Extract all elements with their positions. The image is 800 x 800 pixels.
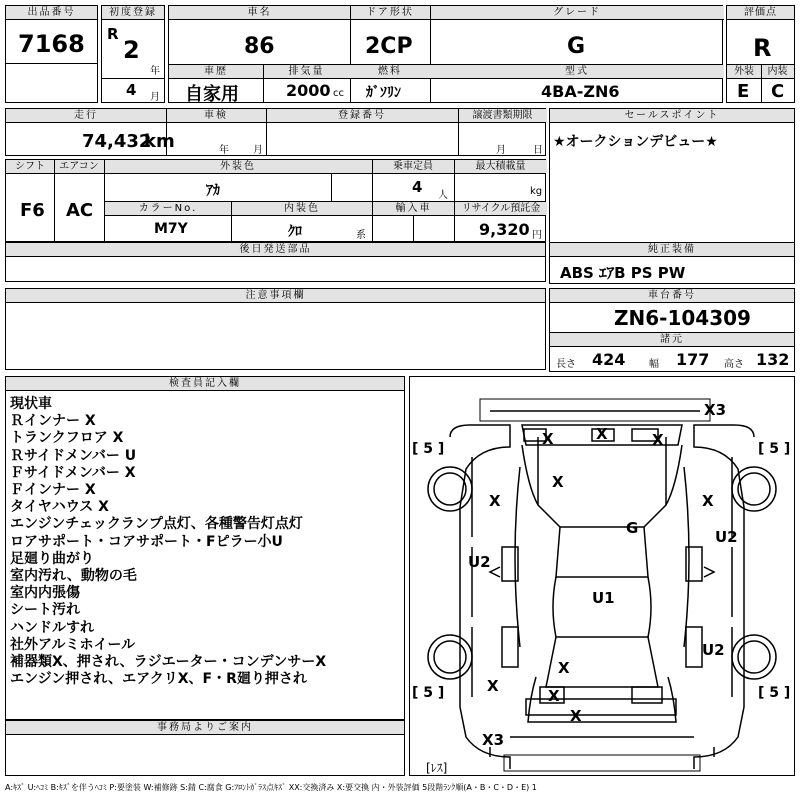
- caution-label: 注意事項欄: [6, 289, 545, 303]
- mileage-unit: km: [144, 131, 175, 152]
- length-label: 長さ: [556, 359, 576, 370]
- reg-year-unit: 年: [150, 66, 160, 77]
- parts-box: [5, 242, 546, 282]
- note-line: Ｒインナー X: [10, 413, 96, 430]
- first-registration-label: 初度登録: [102, 6, 164, 20]
- equipment-label: 純正装備: [550, 243, 794, 256]
- fuel: ｶﾞｿﾘﾝ: [366, 85, 401, 101]
- ac-label: エアコン: [54, 160, 104, 173]
- color-number: M7Y: [154, 221, 188, 237]
- capacity-label: 乗車定員: [372, 160, 454, 173]
- shift: F6: [20, 200, 45, 221]
- damage-mark: U1: [592, 589, 615, 607]
- damage-mark: X: [542, 430, 554, 448]
- office-label: 事務局よりご案内: [6, 721, 404, 735]
- note-line: 室内内張傷: [10, 585, 80, 602]
- registration-number-label: 登録番号: [266, 109, 458, 122]
- fuel-label: 燃料: [350, 65, 430, 78]
- reg-month: 4: [126, 81, 137, 99]
- grade-label: グレード: [430, 6, 724, 20]
- width: 177: [676, 350, 710, 369]
- car-name-label: 車名: [169, 6, 350, 20]
- inspection-month-unit: 月: [253, 145, 263, 156]
- shift-label: シフト: [6, 160, 54, 173]
- interior-color-unit: 系: [356, 230, 366, 241]
- import-label: 輸入車: [373, 202, 454, 215]
- score-box: [726, 5, 795, 103]
- inspector-label: 検査員記入欄: [6, 377, 404, 391]
- max-load-label: 最大積載量: [454, 160, 547, 173]
- transfer-day-unit: 日: [533, 145, 543, 156]
- chassis-box: [549, 288, 795, 372]
- recycle-unit: 円: [532, 230, 542, 241]
- specs-label: 諸元: [550, 333, 794, 346]
- note-line: Ｆインナー X: [10, 482, 96, 499]
- height: 132: [756, 350, 790, 369]
- note-line: 現状車: [10, 396, 52, 412]
- capacity-unit: 人: [438, 190, 448, 201]
- max-load-unit: kg: [530, 186, 543, 197]
- interior-color: ｸﾛ: [288, 224, 302, 240]
- note-line: 社外アルミホイール: [10, 636, 136, 653]
- damage-mark: X3: [482, 731, 505, 749]
- chassis-number: ZN6-104309: [614, 306, 751, 330]
- inspection-label: 車検: [166, 109, 266, 122]
- damage-mark: X: [596, 425, 608, 443]
- damage-mark: X: [552, 473, 564, 491]
- note-line: エンジンチェックランプ点灯、各種警告灯点灯: [10, 516, 303, 533]
- displacement-label: 排気量: [263, 65, 350, 78]
- note-line: Ｆサイドメンバー X: [10, 464, 136, 481]
- first-registration-box: [101, 5, 165, 103]
- exterior-label: 外装: [727, 65, 761, 78]
- sales-point: ★オークションデビュー★: [553, 134, 718, 150]
- exterior-score: E: [737, 81, 750, 102]
- office-box: [5, 720, 405, 776]
- damage-mark: U2: [715, 528, 738, 546]
- lot-number: 7168: [18, 30, 85, 58]
- reg-month-unit: 月: [150, 92, 160, 103]
- mileage-label: 走行: [6, 109, 166, 122]
- note-line: 室内汚れ、動物の毛: [10, 568, 137, 585]
- capacity: 4: [412, 178, 423, 196]
- door-type: 2CP: [365, 34, 413, 59]
- grade: G: [567, 34, 586, 59]
- score-bracket: [ 5 ]: [758, 441, 791, 457]
- damage-mark: U2: [468, 553, 491, 571]
- lot-number-label: 出品番号: [6, 6, 97, 20]
- damage-mark: X: [652, 431, 664, 449]
- car-name: 86: [244, 34, 275, 59]
- legend: A:ｷｽﾞ U:ﾍｺﾐ B:ｷｽﾞを伴うﾍｺﾐ P:要塗装 W:補修跡 S:錆 C:腐食 G:ﾌﾛﾝﾄｶﾞﾗｽ点ｷｽﾞ XX:交換済み X:要交換 内・外装評価 5段階ﾗﾝｸ順(A・B・C・D・E) 1: [5, 783, 537, 792]
- chassis-label: 車台番号: [550, 289, 794, 303]
- score-bracket: [ 5 ]: [412, 441, 445, 457]
- exterior-color: ｱｶ: [206, 183, 220, 199]
- door-label: ドア形状: [350, 6, 430, 20]
- damage-mark: X: [489, 492, 501, 510]
- note-line: ロアサポート・コアサポート・Fピラー小U: [10, 533, 283, 550]
- note-line: エンジン押され、エアクリX、F・R廻り押され: [10, 671, 307, 688]
- note-line: 足廻り曲がり: [10, 550, 94, 567]
- damage-mark: G: [626, 519, 639, 537]
- damage-diagram: [409, 376, 795, 776]
- displacement-unit: cc: [333, 88, 344, 99]
- caution-box: [5, 288, 546, 370]
- damage-mark: X: [548, 687, 560, 705]
- interior-color-label: 内装色: [232, 202, 372, 215]
- transfer-month-unit: 月: [496, 145, 506, 156]
- mileage-row: [5, 108, 546, 156]
- air-conditioner: AC: [66, 200, 94, 221]
- score-bracket: [ 5 ]: [758, 685, 791, 701]
- damage-mark: X3: [704, 401, 727, 419]
- note-line: Ｒサイドメンバー U: [10, 447, 137, 464]
- reg-year: 2: [123, 36, 140, 64]
- inspector-box: [5, 376, 405, 720]
- note-line: 補器類X、押され、ラジエーター・コンデンサーX: [10, 654, 327, 671]
- color-number-label: カラーNo.: [105, 202, 231, 215]
- damage-mark: X: [558, 659, 570, 677]
- displacement: 2000: [286, 81, 331, 100]
- damage-mark: X: [702, 492, 714, 510]
- score-label: 評価点: [727, 6, 794, 20]
- interior-score: C: [771, 81, 785, 102]
- height-label: 高さ: [724, 359, 744, 370]
- car-info-box: [168, 5, 723, 103]
- damage-mark: X: [487, 677, 499, 695]
- note-line: タイヤハウス X: [10, 499, 109, 516]
- interior-label: 内装: [761, 65, 794, 78]
- exterior-color-label: 外装色: [104, 160, 372, 173]
- score-bracket: [ 5 ]: [412, 685, 445, 701]
- vehicle-details: [5, 159, 546, 242]
- lot-number-box: [5, 5, 98, 103]
- equipment: ABS ｴｱB PS PW: [560, 264, 686, 282]
- recycle-label: リサイクル預託金: [455, 202, 547, 215]
- model-label: 型式: [430, 65, 724, 78]
- note-line: シート汚れ: [10, 602, 80, 619]
- damage-mark: U2: [702, 641, 725, 659]
- sales-point-box: [549, 108, 795, 284]
- sales-point-label: セールスポイント: [550, 109, 794, 123]
- transfer-deadline-label: 譲渡書類期限: [458, 109, 547, 122]
- width-label: 幅: [649, 359, 659, 370]
- parts-label: 後日発送部品: [6, 243, 545, 257]
- model-code: 4BA-ZN6: [541, 82, 620, 101]
- inspection-year-unit: 年: [219, 145, 229, 156]
- overall-score: R: [753, 34, 772, 62]
- note-line: ハンドルすれ: [10, 619, 94, 636]
- inspector-notes: [10, 396, 326, 688]
- recycle-fee: 9,320: [479, 220, 530, 239]
- history-label: 車歴: [169, 65, 263, 78]
- mileage: 74,432: [82, 131, 152, 152]
- resu-label: [ﾚｽ]: [426, 761, 448, 775]
- note-line: トランクフロア X: [10, 430, 124, 447]
- era: R: [107, 25, 119, 43]
- damage-mark: X: [570, 707, 582, 725]
- history: 自家用: [185, 84, 239, 105]
- length: 424: [592, 350, 626, 369]
